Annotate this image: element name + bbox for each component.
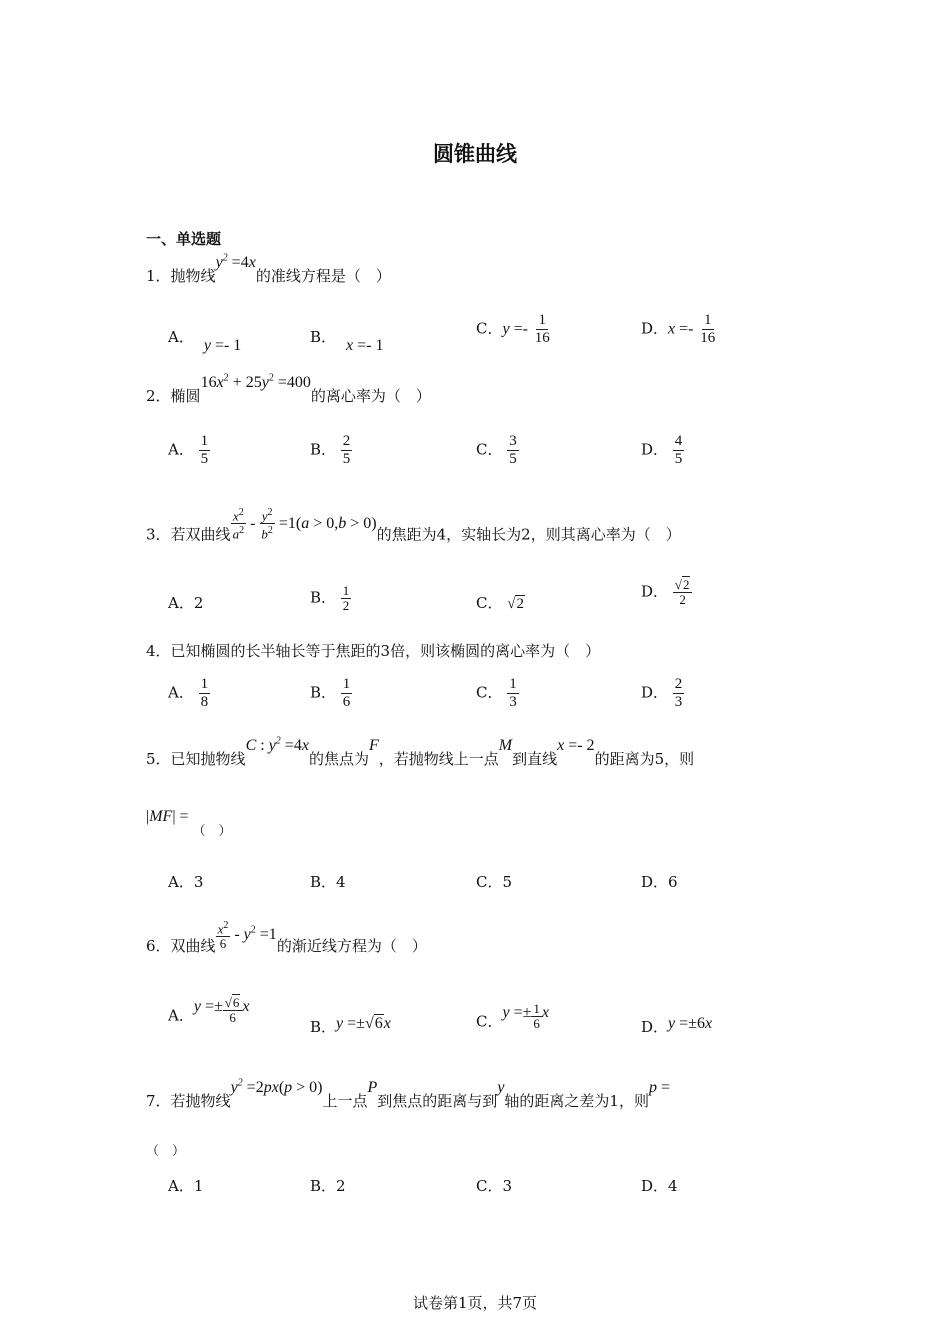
- question-number: 2．: [146, 387, 171, 405]
- option-c[interactable]: C．y =± $\frac{1}{6}$ x: [476, 1001, 550, 1031]
- question-text: 若双曲线: [170, 525, 231, 544]
- option-c[interactable]: C． $\frac{1}{3}$: [476, 676, 517, 710]
- question-text: 的渐近线方程为（ ）: [276, 936, 427, 955]
- option-a[interactable]: A． $\frac{1}{8}$: [168, 676, 209, 710]
- question-text: 的焦点为: [308, 750, 369, 768]
- option-c[interactable]: C．3: [476, 1177, 513, 1195]
- math-expr: C : $y^2 =4x$: [245, 735, 309, 754]
- question-text: （ ）: [192, 824, 232, 839]
- math-expr: p =: [648, 1079, 670, 1096]
- question-text: 上一点: [322, 1092, 368, 1110]
- option-d[interactable]: D．4: [641, 1177, 678, 1195]
- option-value: 2: [336, 1177, 346, 1195]
- question-text: 到焦点的距离与到: [377, 1092, 498, 1110]
- question-text: 抛物线: [170, 267, 216, 285]
- question-1: [146, 252, 391, 286]
- option-d[interactable]: D．y =±6x: [641, 1015, 713, 1036]
- math-expr: |MF| =: [146, 808, 189, 825]
- option-d[interactable]: D． $\frac{√2}{2}$: [641, 578, 692, 607]
- math-expr: P: [367, 1079, 378, 1096]
- option-value: 3: [502, 1177, 513, 1195]
- math-expr: F: [368, 737, 379, 754]
- question-number: 3．: [146, 525, 171, 544]
- option-value: 4: [336, 873, 346, 891]
- question-text: 的焦距为4，实轴长为2，则其离心率为（ ）: [376, 525, 681, 544]
- question-text: 已知抛物线: [170, 750, 246, 768]
- question-text: 若抛物线: [170, 1092, 231, 1110]
- option-value: 2: [193, 594, 204, 612]
- option-b[interactable]: B．4: [310, 873, 346, 891]
- option-b[interactable]: B．y =±√6x: [310, 1015, 391, 1036]
- question-7: [146, 1077, 670, 1111]
- option-value: 1: [193, 1177, 204, 1195]
- question-text: 的离心率为（ ）: [310, 387, 431, 405]
- option-a[interactable]: A．2: [168, 594, 204, 612]
- question-text: 的距离为5，则: [594, 750, 695, 768]
- option-d[interactable]: D．x =- $\frac{1}{16}$: [641, 312, 716, 346]
- question-text: 双曲线: [170, 936, 216, 955]
- math-expr: x =- 2: [557, 737, 595, 754]
- option-d[interactable]: D．6: [641, 873, 678, 891]
- question-7-cont: （ ）: [146, 1144, 186, 1159]
- math-expr: $y^2 =4x$: [215, 252, 256, 271]
- math-expr: $\frac{x^2}{a^2}$ - $\frac{y^2}{b^2}$ =1(a > 0,b > 0): [232, 507, 377, 542]
- section-heading: 一、单选题: [146, 230, 222, 248]
- math-expr: M: [498, 737, 513, 754]
- option-value: 6: [668, 873, 678, 891]
- question-number: 4．: [146, 642, 171, 660]
- page-footer: 试卷第1页，共7页: [412, 1294, 538, 1312]
- question-3: [146, 507, 681, 554]
- question-text: 的准线方程是（ ）: [255, 267, 391, 285]
- option-b[interactable]: B．2: [310, 1177, 346, 1195]
- question-number: 6．: [146, 936, 171, 955]
- option-value: 5: [502, 873, 513, 891]
- question-text: 已知椭圆的长半轴长等于焦距的3倍，则该椭圆的离心率为（ ）: [170, 642, 601, 660]
- question-number: 5．: [146, 750, 171, 768]
- option-c[interactable]: C．5: [476, 873, 513, 891]
- option-c[interactable]: C．y =- $\frac{1}{16}$: [476, 312, 550, 346]
- question-text: 轴的距离之差为1，则: [504, 1092, 649, 1110]
- question-text: ，若抛物线上一点: [378, 750, 499, 768]
- option-d[interactable]: D． $\frac{2}{3}$: [641, 676, 683, 710]
- question-2: [146, 372, 431, 406]
- option-a[interactable]: A． $\frac{1}{5}$: [168, 433, 209, 467]
- page-title: 圆锥曲线: [433, 141, 517, 166]
- option-b[interactable]: B． $\frac{1}{2}$: [310, 583, 350, 613]
- option-c[interactable]: C． √2: [476, 594, 524, 612]
- option-a[interactable]: A．3: [168, 873, 204, 891]
- option-a[interactable]: A． y =- 1: [168, 328, 242, 354]
- question-text: 到直线: [512, 750, 558, 768]
- question-number: 1．: [146, 267, 171, 285]
- option-c[interactable]: C． $\frac{3}{5}$: [476, 433, 517, 467]
- math-expr: $\frac{x^2}{6}$ - $y^2 =1$: [217, 920, 277, 952]
- question-4: [146, 640, 600, 661]
- option-b[interactable]: B． $\frac{1}{6}$: [310, 676, 351, 710]
- option-value: 3: [193, 873, 204, 891]
- question-number: 7．: [146, 1092, 171, 1110]
- question-5: [146, 735, 695, 769]
- option-a[interactable]: A．1: [168, 1177, 204, 1195]
- math-expr: $y^2 =2px(p > 0)$: [230, 1077, 323, 1096]
- question-text: 椭圆: [170, 387, 201, 405]
- option-value: 4: [668, 1177, 678, 1195]
- math-expr: $16x^2 + 25y^2 =400$: [200, 372, 311, 391]
- option-a[interactable]: A．y =± $\frac{√6}{6}$ x: [168, 995, 250, 1025]
- question-6: [146, 920, 427, 963]
- option-d[interactable]: D． $\frac{4}{5}$: [641, 433, 683, 467]
- question-5-cont: [146, 808, 232, 839]
- option-b[interactable]: B． $\frac{2}{5}$: [310, 433, 351, 467]
- option-b[interactable]: B． x =- 1: [310, 328, 384, 354]
- math-expr: y: [497, 1079, 505, 1096]
